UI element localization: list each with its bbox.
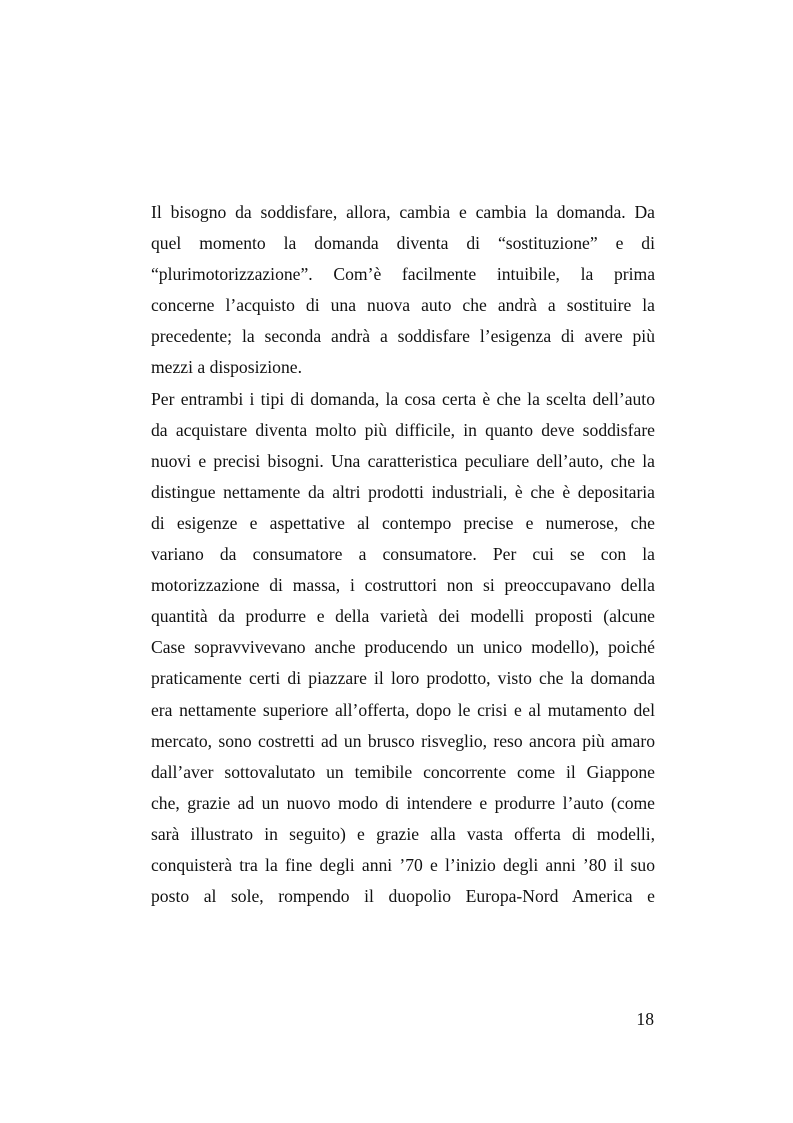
text-line: dall’aver sottovalutato un temibile concorrente come il Giappone xyxy=(151,761,655,782)
text-line: che, grazie ad un nuovo modo di intendere e produrre l’auto (come xyxy=(151,792,655,813)
text-line: mercato, sono costretti ad un brusco risveglio, reso ancora più amaro xyxy=(151,730,655,751)
text-line: Per entrambi i tipi di domanda, la cosa certa è che la scelta dell’auto xyxy=(151,388,655,409)
paragraph-1 xyxy=(151,197,655,384)
text-line: di esigenze e aspettative al contempo precise e numerose, che xyxy=(151,512,655,533)
text-line: precedente; la seconda andrà a soddisfare l’esigenza di avere più xyxy=(151,326,655,347)
page-number: 18 xyxy=(636,1009,654,1029)
text-line: posto al sole, rompendo il duopolio Europa-Nord America e xyxy=(151,886,655,907)
text-line: sarà illustrato in seguito) e grazie alla vasta offerta di modelli, xyxy=(151,823,655,844)
text-line: quantità da produrre e della varietà dei modelli proposti (alcune xyxy=(151,606,655,627)
text-line: da acquistare diventa molto più difficile, in quanto deve soddisfare xyxy=(151,419,655,440)
text-line: Case sopravvivevano anche producendo un unico modello), poiché xyxy=(151,637,655,658)
text-line: motorizzazione di massa, i costruttori non si preoccupavano della xyxy=(151,575,655,596)
text-line: quel momento la domanda diventa di “sostituzione” e di xyxy=(151,233,655,254)
text-line: praticamente certi di piazzare il loro prodotto, visto che la domanda xyxy=(151,668,655,689)
text-line: era nettamente superiore all’offerta, dopo le crisi e al mutamento del xyxy=(151,699,655,720)
text-line: mezzi a disposizione. xyxy=(151,357,302,378)
text-line: nuovi e precisi bisogni. Una caratteristica peculiare dell’auto, che la xyxy=(151,450,655,471)
body-text xyxy=(151,197,655,912)
paragraph-2 xyxy=(151,384,655,913)
text-line: conquisterà tra la fine degli anni ’70 e l’inizio degli anni ’80 il suo xyxy=(151,854,655,875)
text-line: variano da consumatore a consumatore. Per cui se con la xyxy=(151,544,655,565)
text-line: distingue nettamente da altri prodotti industriali, è che è depositaria xyxy=(151,481,655,502)
text-line: Il bisogno da soddisfare, allora, cambia e cambia la domanda. Da xyxy=(151,202,655,222)
text-line: “plurimotorizzazione”. Com’è facilmente intuibile, la prima xyxy=(151,264,655,285)
text-line: concerne l’acquisto di una nuova auto che andrà a sostituire la xyxy=(151,295,655,316)
